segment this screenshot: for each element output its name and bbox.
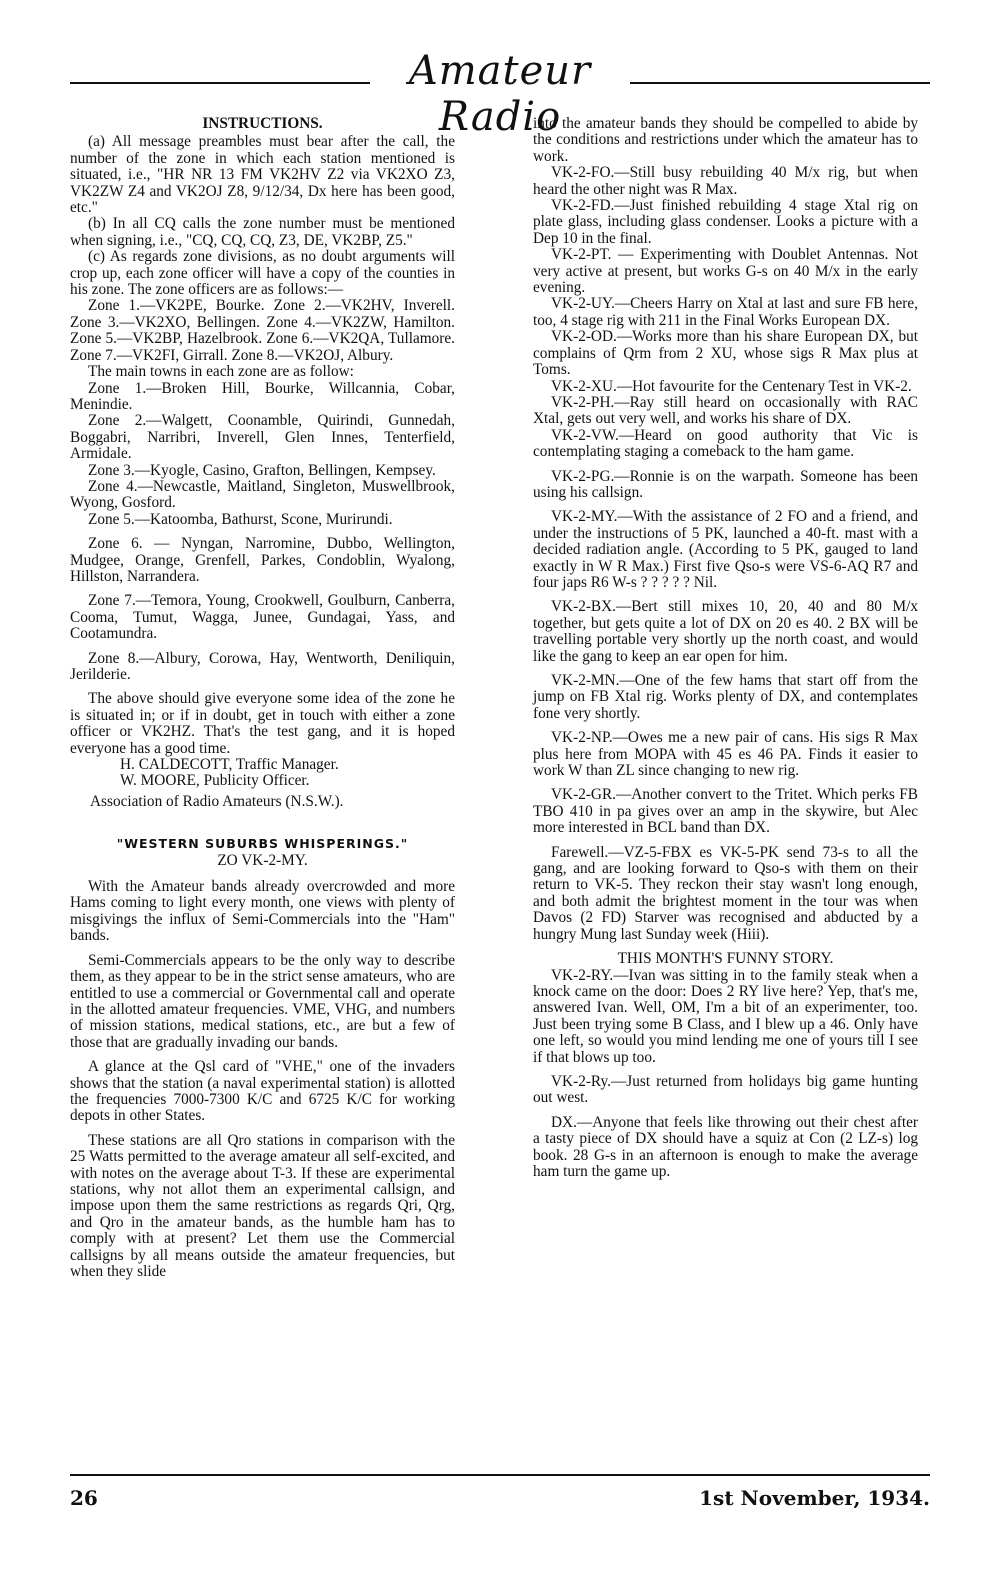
ws-paragraph-4: These stations are all Qro stations in comparison with the 25 Watts permitted to the average amateur all self-excited, and with notes on the average about T-3. If these are experimental stations, why not allot them an experimental callsign, and impose upon them the same restrictions as regards Qri, Qrg, and Qro in the amateur bands, as the humble ham has to comply with at present? Let them use the Commercial callsigns by all means outside the amateur frequencies, but when they slide: [70, 1131, 455, 1280]
note-vk2pt: VK-2-PT. — Experimenting with Doublet Antennas. Not very active at present, but works G-s on 40 M/x in the early evening.: [533, 246, 918, 297]
closing-paragraph: The above should give everyone some idea of the zone he is situated in; or if in doubt, get in touch with either a zone officer or VK2HZ. That's the test gang, and it is hoped everyone has a good time.: [70, 690, 455, 757]
zone-3-towns: Zone 3.—Kyogle, Casino, Grafton, Bellingen, Kempsey.: [88, 461, 436, 479]
note-vk2my: VK-2-MY.—With the assistance of 2 FO and a friend, and under the instructions of 5 PK, launched a 40-ft. mast with a decided radiation angle. (According to 5 PK, gauged to land exactly in W R Max.) First five Qso-s were VS-6-AQ R7 and four japs R6 W-s ? ? ? ? ? Nil.: [533, 508, 918, 591]
ws-paragraph-1: With the Amateur bands already overcrowded and more Hams coming to light every month, one views with plenty of misgivings the influx of Semi-Commercials into the "Ham" bands.: [70, 878, 455, 945]
instruction-a: (a) All message preambles must bear after the call, the number of the zone in which each station mentioned is situated, i.e., "HR NR 13 FM VK2HV Z2 via VK2XO Z3, VK2ZW Z4 and VK2OJ Z8, 9/12/34, Dx here has been good, etc.": [70, 133, 455, 217]
note-vk2pg: VK-2-PG.—Ronnie is on the warpath. Someone has been using his callsign.: [533, 467, 918, 501]
zone-1-towns: Zone 1.—Broken Hill, Bourke, Willcannia, Cobar, Menindie.: [70, 379, 455, 413]
zone-7-towns: Zone 7.—Temora, Young, Crookwell, Goulburn, Canberra, Cooma, Tumut, Wagga, Junee, Gundagai, Yass, and Cootamundra.: [70, 592, 455, 643]
note-vk2fo: VK-2-FO.—Still busy rebuilding 40 M/x rig, but when heard the other night was R Max.: [533, 164, 918, 198]
footer-rule: [70, 1474, 930, 1476]
western-suburbs-byline: ZO VK-2-MY.: [217, 851, 308, 869]
note-vk2ph: VK-2-PH.—Ray still heard on occasionally with RAC Xtal, gets out very well, and works his share of DX.: [533, 393, 918, 428]
zone-6-towns: Zone 6. — Nyngan, Narromine, Dubbo, Wellington, Mudgee, Orange, Grenfell, Parkes, Condoblin, Wyalong, Hillston, Narrandera.: [70, 535, 455, 585]
masthead-rule-right: [630, 82, 930, 84]
towns-intro: The main towns in each zone are as follow:: [88, 363, 354, 381]
zone-4-towns: Zone 4.—Newcastle, Maitland, Singleton, Muswellbrook, Wyong, Gosford.: [70, 477, 455, 512]
ws-paragraph-3: A glance at the Qsl card of "VHE," one of the invaders shows that the station (a naval experimental station) is allotted the frequencies 7000-7300 K/C and 6725 K/C for working depots in other States.: [70, 1058, 455, 1125]
magazine-title: Amateur Radio: [408, 48, 592, 140]
western-suburbs-title: "WESTERN SUBURBS WHISPERINGS.": [116, 836, 409, 852]
note-vk2fd: VK-2-FD.—Just finished rebuilding 4 stage Xtal rig on plate glass, including glass condenser. Looks a picture with a Dep 10 in the final.: [533, 197, 918, 247]
zone-5-towns: Zone 5.—Katoomba, Bathurst, Scone, Murirundi.: [88, 510, 393, 528]
note-farewell: Farewell.—VZ-5-FBX es VK-5-PK send 73-s to all the gang, and are looking forward to Qso-s with them on their return to VK-5. They reckon their stay wasn't long enough, and both admit the brightest moment in the tour was when Davos (2 FD) Starver was recognised and abducted by a hungry Mung last Sunday week (Hiii).: [533, 843, 918, 943]
note-vk2gr: VK-2-GR.—Another convert to the Tritet. Which perks FB TBO 410 in pa gives over an amp in the skywire, but Alec more interested in BCL band than DX.: [533, 786, 918, 837]
signature-caldecott: H. CALDECOTT, Traffic Manager.: [120, 756, 339, 774]
note-vk2od: VK-2-OD.—Works more than his share European DX, but complains of Qrm from 2 XU, whose sigs R Max plus at Toms.: [533, 328, 918, 379]
zone-8-towns: Zone 8.—Albury, Corowa, Hay, Wentworth, Deniliquin, Jerilderie.: [70, 649, 455, 683]
ws-paragraph-2: Semi-Commercials appears to be the only way to describe them, as they appear to be in the strict sense amateurs, who are entitled to use a commercial or Governmental call and operate in the allotted amateur frequencies. VME, VHG, and numbers of mission stations, medical stations, etc., are but a few of those that are gradually invading our bands.: [70, 951, 455, 1051]
note-vk2uy: VK-2-UY.—Cheers Harry on Xtal at last and sure FB here, too, 4 stage rig with 211 in the Final Works European DX.: [533, 295, 918, 329]
note-vk2ry: VK-2-RY.—Ivan was sitting in to the family steak when a knock came on the door: Does 2 RY live here? Yep, that's me, answered Ivan. Well, OM, I'm a bit of an experimenter, too. Just been trying some B Class, and I blew up a 46. Only have one left, so would you mind lending me one of yours till I see if that blows up too.: [533, 966, 918, 1066]
masthead-rule-left: [70, 82, 370, 84]
note-vk2xu: VK-2-XU.—Hot favourite for the Centenary Test in VK-2.: [551, 377, 912, 395]
issue-date: 1st November, 1934.: [699, 1486, 930, 1510]
instructions-heading: INSTRUCTIONS.: [202, 115, 323, 132]
right-column: [533, 116, 918, 1180]
note-vk2vw: VK-2-VW.—Heard on good authority that Vic is contemplating staging a comeback to the ham game.: [533, 426, 918, 461]
instruction-b: (b) In all CQ calls the zone number must be mentioned when signing, i.e., "CQ, CQ, CQ, Z3, DE, VK2BP, Z5.": [70, 215, 455, 249]
instruction-c: (c) As regards zone divisions, as no doubt arguments will crop up, each zone officer will have a copy of the counties in his zone. The zone officers are as follows:—: [70, 248, 455, 299]
note-vk2np: VK-2-NP.—Owes me a new pair of cans. His sigs R Max plus here from MOPA with 45 es 46 PA. Finds it easier to work W than ZL since changing to new rig.: [533, 729, 918, 780]
left-column: [70, 116, 455, 1280]
note-vk2mn: VK-2-MN.—One of the few hams that start off from the jump on FB Xtal rig. Works plenty of DX, and contemplates fone very shortly.: [533, 672, 918, 722]
zone-officers-list: Zone 1.—VK2PE, Bourke. Zone 2.—VK2HV, Inverell. Zone 3.—VK2XO, Bellingen. Zone 4.—VK2ZW, Hamilton. Zone 5.—VK2BP, Hazelbrook. Zone 6.—VK2QA, Tullamore. Zone 7.—VK2FI, Girrall. Zone 8.—VK2OJ, Albury.: [70, 297, 455, 364]
page-number: 26: [70, 1486, 98, 1510]
note-vk2bx: VK-2-BX.—Bert still mixes 10, 20, 40 and 80 M/x together, but gets quite a lot of DX on 20 es 40. 2 BX will be travelling portable very shortly up the north coast, and would like the gang to keep an ear open for him.: [533, 598, 918, 665]
zone-2-towns: Zone 2.—Walgett, Coonamble, Quirindi, Gunnedah, Boggabri, Narribri, Inverell, Glen Innes, Tenterfield, Armidale.: [70, 412, 455, 463]
signature-moore: W. MOORE, Publicity Officer.: [120, 772, 310, 790]
note-vk2ry-holidays: VK-2-Ry.—Just returned from holidays big game hunting out west.: [533, 1072, 918, 1107]
note-dx: DX.—Anyone that feels like throwing out their chest after a tasty piece of DX should have a squiz at Con (2 LZ-s) log book. 28 G-s in an afternoon is enough to make the average ham turn the game up.: [533, 1113, 918, 1180]
ws-continuation: into the amateur bands they should be compelled to abide by the conditions and restrictions under which the amateur has to work.: [533, 115, 918, 165]
funny-story-heading: THIS MONTH'S FUNNY STORY.: [617, 950, 834, 968]
association-name: Association of Radio Amateurs (N.S.W.).: [90, 792, 344, 810]
